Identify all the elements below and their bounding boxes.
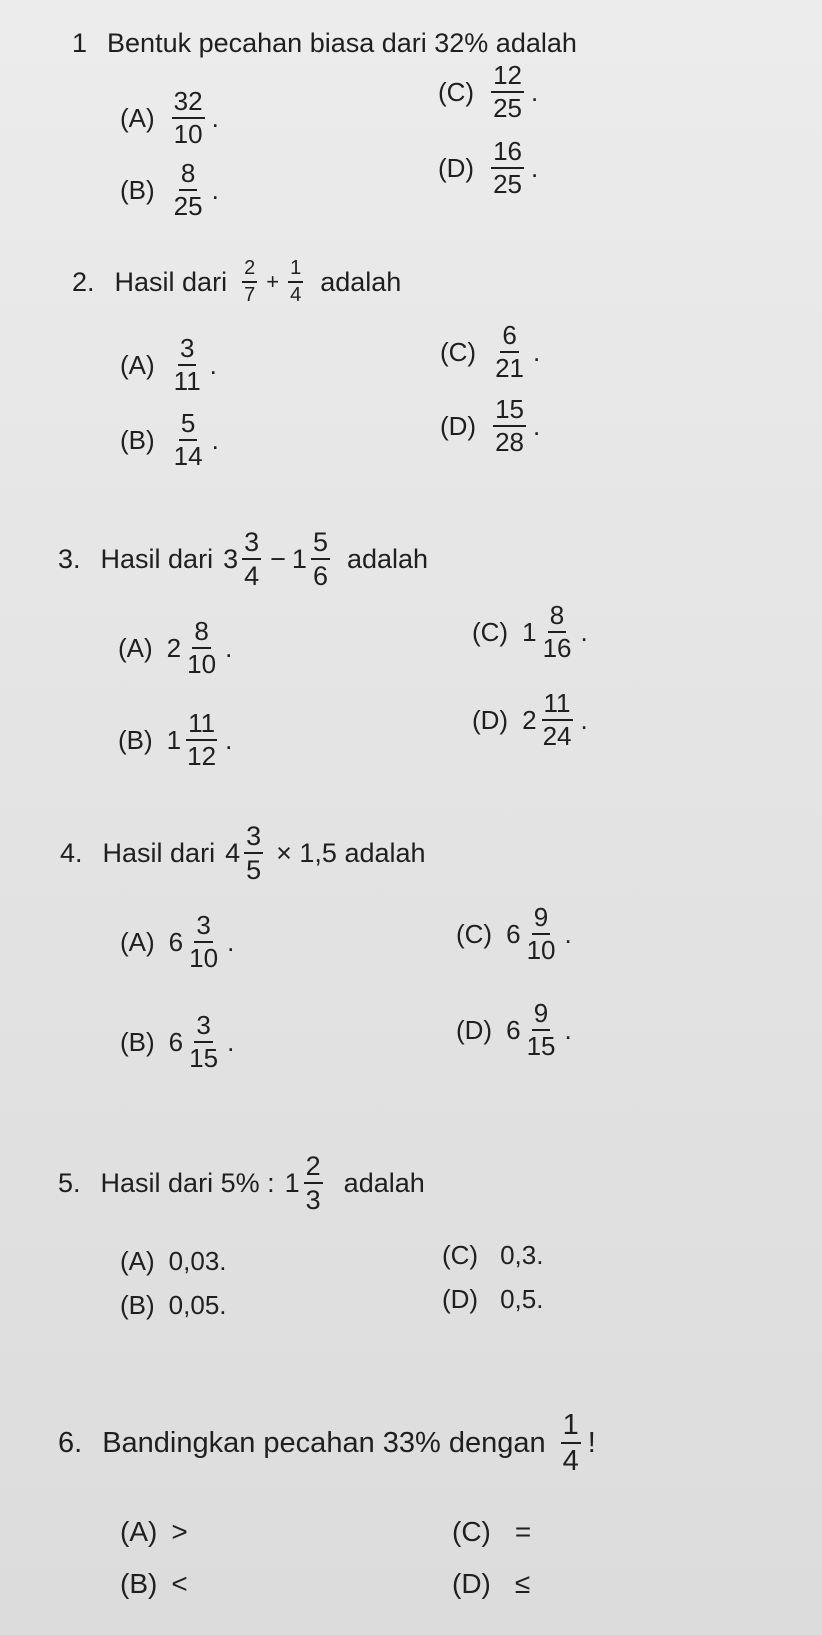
option-value: ≤	[514, 1568, 531, 1599]
option-label: (C)	[438, 76, 475, 107]
option-value: 0,05.	[168, 1290, 227, 1320]
q2-option-b[interactable]	[120, 410, 219, 471]
q5-option-c[interactable]	[442, 1240, 543, 1271]
question-number: 6.	[58, 1426, 83, 1459]
question-text-suffix: × 1,5 adalah	[276, 837, 426, 868]
mixed-fraction	[242, 528, 261, 591]
option-label: (A)	[120, 926, 155, 957]
q2-option-a[interactable]	[120, 335, 217, 396]
option-label: (D)	[442, 1284, 479, 1314]
q1-option-c[interactable]	[438, 62, 538, 123]
q3-option-c[interactable]	[472, 602, 588, 663]
question-text: Hasil dari	[114, 266, 228, 297]
q3-option-a[interactable]	[118, 618, 232, 679]
mixed-fraction	[311, 528, 330, 591]
q1-option-d[interactable]	[438, 138, 538, 199]
question-5-stem	[58, 1152, 425, 1215]
option-label: (A)	[120, 1516, 158, 1547]
q2-option-c[interactable]	[440, 322, 540, 383]
denominator: 4	[244, 561, 260, 592]
denominator: 25	[173, 191, 203, 222]
period: .	[533, 410, 541, 441]
q6-option-b[interactable]	[120, 1568, 188, 1600]
denominator: 10	[526, 935, 556, 966]
question-6-stem	[58, 1410, 596, 1477]
denominator: 5	[246, 855, 262, 886]
option-value: 0,03.	[168, 1246, 227, 1276]
numerator: 32	[172, 88, 205, 119]
numerator: 9	[532, 1000, 550, 1031]
numerator: 3	[178, 335, 196, 366]
numerator: 11	[186, 710, 217, 741]
period: .	[531, 76, 539, 107]
option-fraction	[172, 410, 205, 471]
period: .	[564, 918, 572, 949]
question-1-stem	[72, 28, 577, 59]
period: .	[225, 724, 233, 755]
period: .	[564, 1014, 572, 1045]
question-text-suffix: adalah	[346, 543, 429, 574]
fraction-2-7	[242, 258, 257, 306]
option-label: (C)	[442, 1240, 479, 1270]
numerator: 6	[500, 322, 518, 353]
option-fraction	[172, 160, 205, 221]
q4-option-a[interactable]	[120, 912, 234, 973]
period: .	[209, 349, 217, 380]
q6-option-c[interactable]	[452, 1516, 531, 1548]
mixed-whole: 2	[166, 632, 182, 663]
option-value: 0,3.	[500, 1240, 544, 1270]
option-fraction	[541, 602, 574, 663]
period: .	[533, 336, 541, 367]
option-value: 0,5.	[500, 1284, 544, 1314]
denominator: 4	[290, 284, 302, 306]
numerator: 8	[548, 602, 566, 633]
mixed-whole: 1	[522, 616, 537, 647]
option-label: (C)	[452, 1516, 491, 1547]
q3-option-d[interactable]	[472, 690, 588, 751]
mixed-whole: 1	[166, 724, 182, 755]
period: .	[227, 1026, 235, 1057]
period: .	[211, 424, 219, 455]
q5-option-b[interactable]	[120, 1290, 227, 1321]
numerator: 5	[179, 410, 197, 441]
question-number: 1	[72, 28, 88, 58]
period: .	[225, 632, 233, 663]
numerator: 1	[288, 258, 303, 283]
option-label: (A)	[120, 1246, 155, 1276]
question-text: Bandingkan pecahan 33% dengan	[102, 1426, 546, 1459]
option-label: (D)	[440, 410, 477, 441]
question-text-suffix: !	[587, 1426, 596, 1459]
question-2-stem	[72, 258, 401, 306]
option-label: (B)	[120, 1290, 155, 1320]
denominator: 28	[495, 427, 525, 458]
option-label: (A)	[120, 102, 155, 133]
q1-option-b[interactable]	[120, 160, 219, 221]
numerator: 9	[532, 904, 550, 935]
option-fraction	[525, 904, 558, 965]
option-fraction	[493, 322, 526, 383]
numerator: 12	[491, 62, 524, 93]
q5-option-d[interactable]	[442, 1284, 543, 1315]
question-4-stem	[60, 822, 426, 885]
mixed-fraction	[244, 822, 263, 885]
denominator: 7	[244, 284, 256, 306]
q4-option-c[interactable]	[456, 904, 572, 965]
option-label: (C)	[456, 918, 493, 949]
period: .	[211, 102, 219, 133]
option-fraction	[491, 138, 524, 199]
option-value: =	[514, 1516, 532, 1547]
denominator: 16	[542, 633, 572, 664]
option-fraction	[541, 690, 574, 751]
question-text-suffix: adalah	[320, 266, 402, 297]
denominator: 14	[173, 441, 203, 472]
option-label: (D)	[456, 1014, 493, 1045]
option-label: (B)	[120, 1568, 158, 1599]
denominator: 6	[312, 561, 328, 592]
q6-option-a[interactable]	[120, 1516, 188, 1548]
denominator: 10	[189, 943, 219, 974]
mixed-whole: 1	[284, 1167, 300, 1198]
numerator: 3	[194, 912, 212, 943]
numerator: 2	[304, 1152, 323, 1184]
denominator: 4	[562, 1445, 579, 1478]
numerator: 3	[242, 528, 261, 560]
minus-operator: −	[270, 543, 286, 574]
option-label: (C)	[472, 616, 509, 647]
option-fraction	[172, 335, 203, 396]
q5-option-a[interactable]	[120, 1246, 227, 1277]
question-3-stem	[58, 528, 428, 591]
option-value: >	[171, 1516, 188, 1547]
question-number: 4.	[60, 837, 83, 868]
mixed-whole: 6	[506, 918, 521, 949]
denominator: 25	[493, 93, 523, 124]
denominator: 15	[526, 1031, 556, 1062]
denominator: 10	[187, 649, 217, 680]
option-label: (D)	[472, 704, 509, 735]
question-number: 5.	[58, 1167, 81, 1198]
mixed-fraction	[304, 1152, 323, 1215]
period: .	[227, 926, 235, 957]
option-fraction	[172, 88, 205, 149]
option-fraction	[185, 618, 218, 679]
option-fraction	[525, 1000, 558, 1061]
numerator: 1	[561, 1410, 581, 1444]
question-number: 3.	[58, 543, 81, 574]
question-text: Hasil dari	[100, 543, 214, 574]
option-label: (B)	[120, 424, 155, 455]
q3-option-b[interactable]	[118, 710, 232, 771]
numerator: 3	[244, 822, 263, 854]
denominator: 25	[493, 169, 523, 200]
denominator: 10	[173, 119, 203, 150]
option-label: (C)	[440, 336, 477, 367]
option-label: (D)	[452, 1568, 491, 1599]
q1-option-a[interactable]	[120, 88, 219, 149]
denominator: 11	[173, 366, 201, 397]
period: .	[531, 152, 539, 183]
option-label: (A)	[120, 349, 155, 380]
question-text: Bentuk pecahan biasa dari 32% adalah	[107, 28, 577, 58]
numerator: 3	[194, 1012, 212, 1043]
numerator: 8	[192, 618, 210, 649]
option-fraction	[185, 710, 218, 771]
option-fraction	[491, 62, 524, 123]
question-text: Hasil dari 5% :	[100, 1167, 275, 1198]
period: .	[580, 616, 588, 647]
mixed-whole: 6	[168, 1026, 184, 1057]
question-text: Hasil dari	[102, 837, 216, 868]
option-fraction	[187, 1012, 220, 1073]
period: .	[580, 704, 588, 735]
mixed-whole: 6	[168, 926, 184, 957]
numerator: 2	[242, 258, 257, 283]
q6-option-d[interactable]	[452, 1568, 530, 1600]
denominator: 21	[495, 353, 525, 384]
question-number: 2.	[72, 266, 95, 297]
option-fraction	[187, 912, 220, 973]
option-fraction	[493, 396, 526, 457]
numerator: 11	[542, 690, 573, 721]
option-label: (B)	[120, 174, 155, 205]
mixed-whole: 1	[291, 543, 307, 574]
denominator: 15	[189, 1043, 219, 1074]
q4-option-d[interactable]	[456, 1000, 572, 1061]
plus-operator: +	[266, 269, 280, 294]
numerator: 8	[179, 160, 197, 191]
mixed-whole: 3	[223, 543, 239, 574]
q2-option-d[interactable]	[440, 396, 540, 457]
denominator: 3	[305, 1185, 321, 1216]
option-label: (A)	[118, 632, 153, 663]
fraction-1-4	[561, 1410, 581, 1477]
option-label: (B)	[120, 1026, 155, 1057]
q4-option-b[interactable]	[120, 1012, 234, 1073]
fraction-1-4	[288, 258, 303, 306]
numerator: 16	[491, 138, 524, 169]
numerator: 15	[493, 396, 526, 427]
question-text-suffix: adalah	[343, 1167, 425, 1198]
option-label: (D)	[438, 152, 475, 183]
numerator: 5	[311, 528, 330, 560]
period: .	[211, 174, 219, 205]
denominator: 24	[542, 721, 572, 752]
option-label: (B)	[118, 724, 153, 755]
mixed-whole: 2	[522, 704, 537, 735]
mixed-whole: 4	[225, 837, 241, 868]
denominator: 12	[187, 741, 217, 772]
mixed-whole: 6	[506, 1014, 521, 1045]
option-value: <	[171, 1568, 188, 1599]
